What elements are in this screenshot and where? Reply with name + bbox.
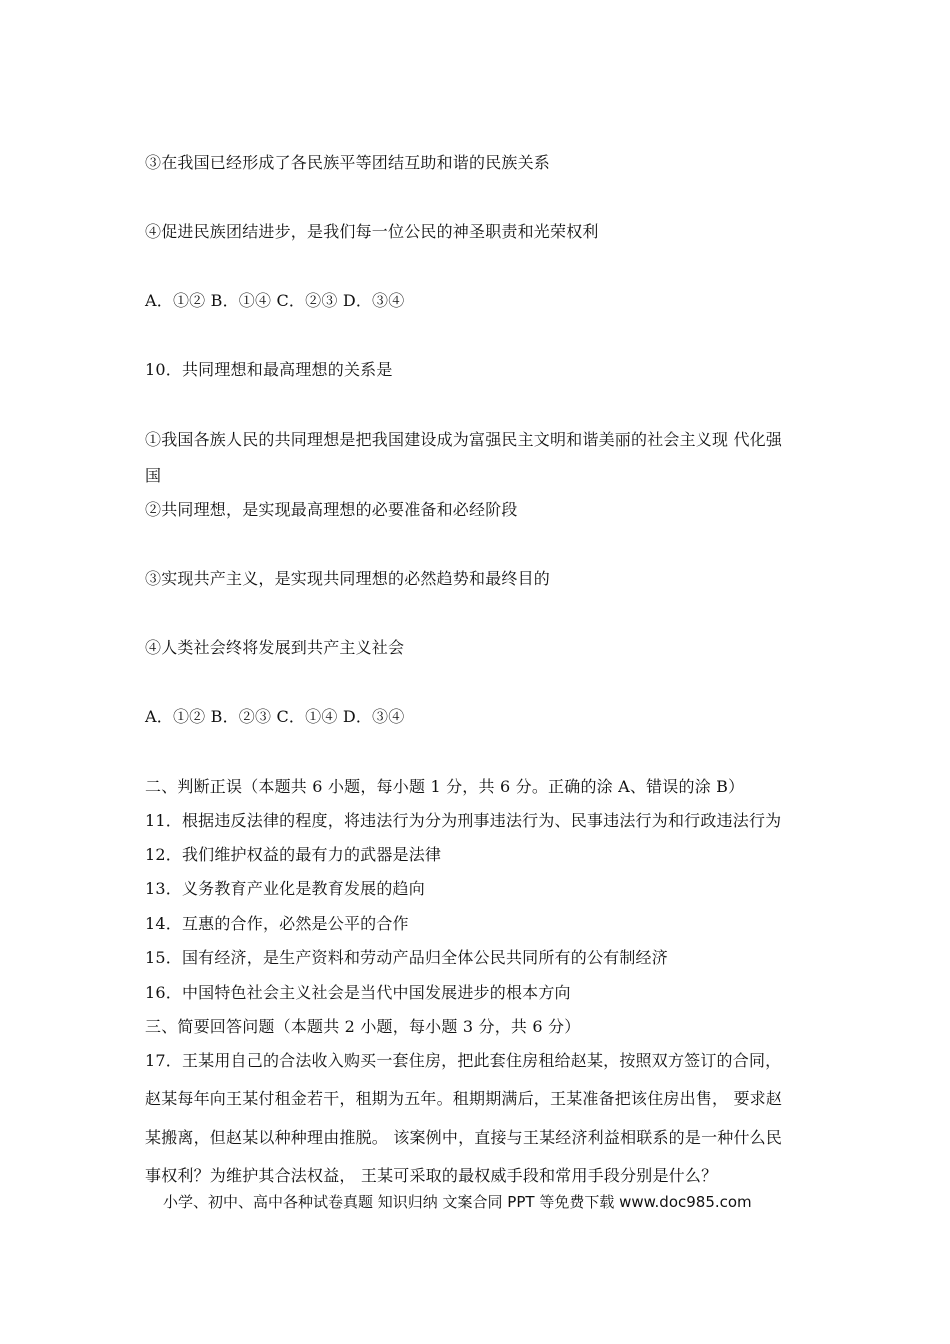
q10-option-1-line-2: 国	[145, 466, 162, 485]
q10-option-3: ③实现共产主义，是实现共同理想的必然趋势和最终目的	[145, 569, 551, 588]
judgment-item-12: 12．我们维护权益的最有力的武器是法律	[145, 845, 442, 864]
q17-line-1: 17．王某用自己的合法收入购买一套住房，把此套住房租给赵某，按照双方签订的合同，	[145, 1051, 782, 1070]
judgment-item-14: 14．互惠的合作，必然是公平的合作	[145, 914, 409, 933]
judgment-item-11: 11．根据违反法律的程度，将违法行为分为刑事违法行为、民事违法行为和行政违法行为	[145, 811, 782, 830]
section-2-heading: 二、判断正误（本题共 6 小题，每小题 1 分，共 6 分。正确的涂 A、错误的涂 B）	[145, 777, 745, 796]
q10-choices: A．①② B．②③ C．①④ D．③④	[145, 707, 405, 726]
q10-option-1-line-1: ①我国各族人民的共同理想是把我国建设成为富强民主文明和谐美丽的社会主义现 代化强	[145, 430, 783, 449]
q17-line-3: 某搬离，但赵某以种种理由推脱。 该案例中，直接与王某经济利益相联系的是一种什么民	[145, 1128, 783, 1147]
q10-option-4: ④人类社会终将发展到共产主义社会	[145, 638, 405, 657]
q9-choices: A．①② B．①④ C．②③ D．③④	[145, 291, 405, 310]
judgment-item-13: 13．义务教育产业化是教育发展的趋向	[145, 879, 425, 898]
judgment-item-15: 15．国有经济，是生产资料和劳动产品归全体公民共同所有的公有制经济	[145, 948, 668, 967]
q9-option-3: ③在我国已经形成了各民族平等团结互助和谐的民族关系	[145, 153, 551, 172]
judgment-item-16: 16．中国特色社会主义社会是当代中国发展进步的根本方向	[145, 983, 571, 1002]
section-3-heading: 三、简要回答问题（本题共 2 小题，每小题 3 分，共 6 分）	[145, 1017, 581, 1036]
q10-option-2: ②共同理想，是实现最高理想的必要准备和必经阶段	[145, 500, 518, 519]
q9-option-4: ④促进民族团结进步，是我们每一位公民的神圣职责和光荣权利	[145, 222, 599, 241]
footer-banner: 小学、初中、高中各种试卷真题 知识归纳 文案合同 PPT 等免费下载 www.doc985.com	[163, 1193, 752, 1211]
q17-line-4: 事权利？为维护其合法权益， 王某可采取的最权威手段和常用手段分别是什么？	[145, 1166, 718, 1185]
q10-stem: 10．共同理想和最高理想的关系是	[145, 360, 393, 379]
q17-line-2: 赵某每年向王某付租金若干，租期为五年。租期期满后，王某准备把该住房出售， 要求赵	[145, 1089, 783, 1108]
